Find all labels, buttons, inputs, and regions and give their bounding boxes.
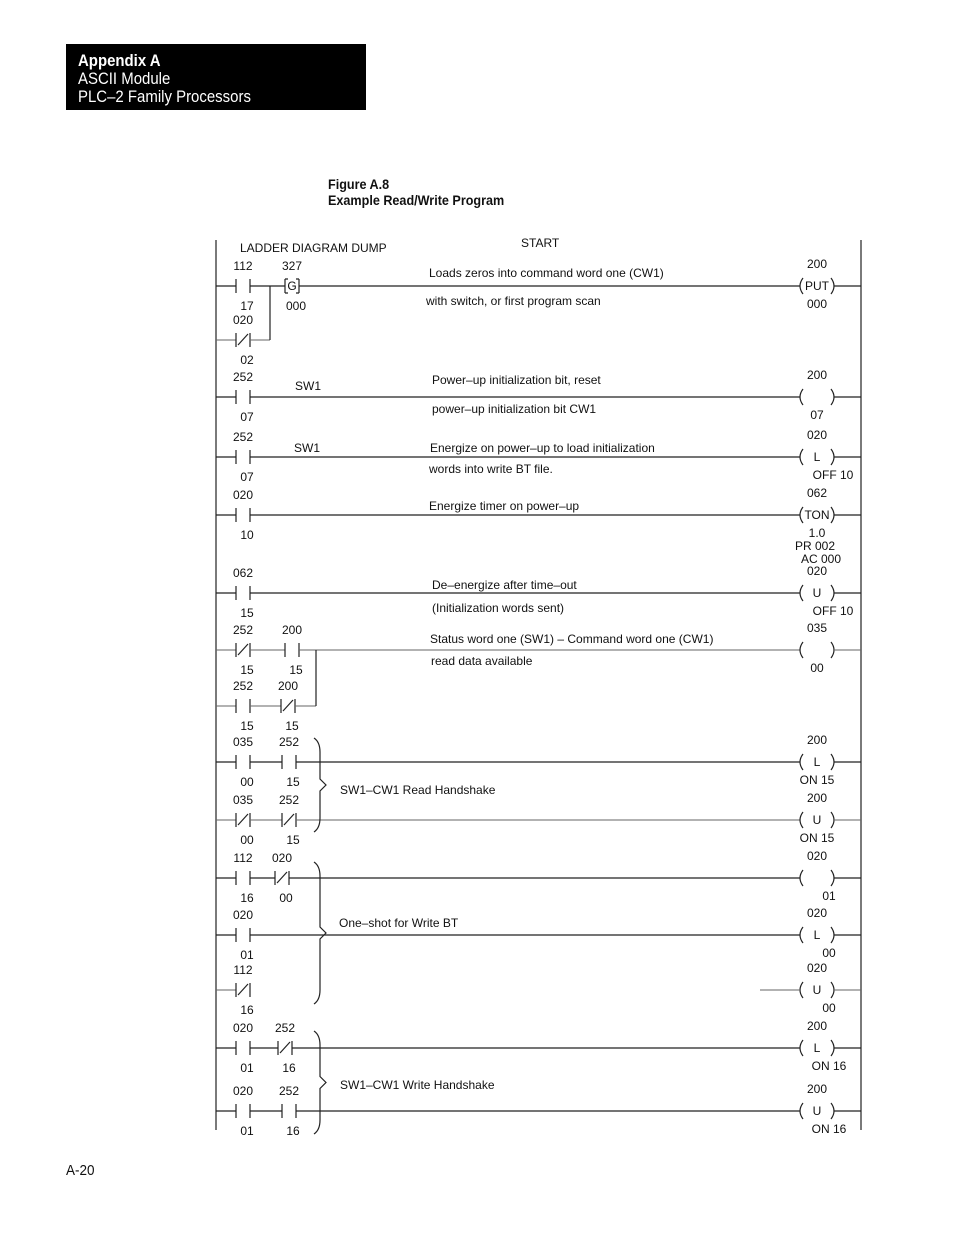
r5-contact-1-slash (238, 644, 248, 655)
r8-contact-4-bit: 16 (286, 1124, 300, 1138)
r4-coil-left-arc (800, 585, 803, 601)
r8-contact-1-bit: 01 (240, 1061, 254, 1075)
r3-preset: PR 002 (794, 539, 836, 553)
r2-comment-2: words into write BT file. (429, 462, 553, 476)
page-number: A-20 (66, 1162, 95, 1179)
r8-coil-latch-address: 200 (806, 1019, 828, 1033)
r8-coil-latch-right-arc (831, 1040, 834, 1056)
r6-contact-4-address: 252 (278, 793, 300, 807)
r7-coil-3-right-arc (831, 982, 834, 998)
r8-coil-unlatch-left-arc (800, 1103, 803, 1119)
r5-contact-1-bit: 15 (240, 663, 254, 677)
r6-contact-2-address: 252 (278, 735, 300, 749)
r4-coil-bit: OFF 10 (812, 604, 854, 618)
r7-coil-1-bit: 01 (822, 889, 836, 903)
r0-get-address: 327 (281, 259, 303, 273)
r5-contact-2-bit: 15 (289, 663, 303, 677)
r8-coil-latch-instruction: L (813, 1041, 821, 1055)
r8-contact-2-address: 252 (274, 1021, 296, 1035)
r8-coil-unlatch-bit: ON 16 (811, 1122, 847, 1136)
r6-contact-2-bit: 15 (286, 775, 300, 789)
r1-coil-right-arc (831, 389, 834, 405)
r2-coil-address: 020 (806, 428, 828, 442)
r1-coil-address: 200 (806, 368, 828, 382)
r7-coil-2-address: 020 (806, 906, 828, 920)
r8-contact-2-slash (280, 1042, 290, 1053)
r4-coil-address: 020 (806, 564, 828, 578)
figure-number: Figure A.8 (328, 176, 390, 192)
r2-contact-address: 252 (232, 430, 254, 444)
r2-coil-bit: OFF 10 (812, 468, 854, 482)
r4-contact-address: 062 (232, 566, 254, 580)
r5-coil-address: 035 (806, 621, 828, 635)
r7-coil-1-address: 020 (806, 849, 828, 863)
r0-put-instruction: PUT (805, 279, 829, 293)
r1-coil-left-arc (800, 389, 803, 405)
r5-branch-contact-1-bit: 15 (240, 719, 254, 733)
r8-coil-latch-bit: ON 16 (811, 1059, 847, 1073)
r2-sw1-label: SW1 (294, 441, 321, 455)
r8-coil-unlatch-right-arc (831, 1103, 834, 1119)
r0-branch-contact-bit: 02 (240, 353, 254, 367)
r7-contact-4-address: 112 (233, 963, 253, 977)
r7-contact-4-slash (238, 984, 248, 995)
r7-contact-2-address: 020 (271, 851, 293, 865)
r2-coil-right-arc (831, 449, 834, 465)
r6-coil-latch-right-arc (831, 754, 834, 770)
r6-contact-3-slash (238, 814, 248, 825)
r3-timer-address: 062 (806, 486, 828, 500)
r6-comment: SW1–CW1 Read Handshake (340, 783, 496, 797)
r6-coil-unlatch-left-arc (800, 812, 803, 828)
r7-coil-2-instruction: L (813, 928, 821, 942)
r6-coil-unlatch-right-arc (831, 812, 834, 828)
r2-contact-bit: 07 (240, 470, 254, 484)
r8-contact-3-bit: 01 (240, 1124, 254, 1138)
figure-title: Example Read/Write Program (328, 192, 505, 208)
r0-comment-2: with switch, or first program scan (426, 294, 601, 308)
r7-contact-2-bit: 00 (279, 891, 293, 905)
r6-coil-latch-bit: ON 15 (799, 773, 835, 787)
r7-coil-3-left-arc (800, 982, 803, 998)
r6-coil-latch-address: 200 (806, 733, 828, 747)
r5-coil-bit: 00 (810, 661, 824, 675)
r8-comment: SW1–CW1 Write Handshake (340, 1078, 495, 1092)
r0-put-address: 200 (806, 257, 828, 271)
r7-coil-2-left-arc (800, 927, 803, 943)
r8-contact-4-address: 252 (278, 1084, 300, 1098)
module-title: ASCII Module (78, 69, 171, 88)
r6-coil-unlatch-bit: ON 15 (799, 831, 835, 845)
r8-contact-3-address: 020 (232, 1084, 254, 1098)
processor-title: PLC–2 Family Processors (78, 87, 251, 106)
dump-label: LADDER DIAGRAM DUMP (240, 241, 387, 255)
r7-coil-3-bit: 00 (822, 1001, 836, 1015)
r1-sw1-label: SW1 (295, 379, 322, 393)
r5-branch-contact-2-address: 200 (277, 679, 299, 693)
appendix-title: Appendix A (78, 51, 161, 70)
r4-contact-bit: 15 (240, 606, 254, 620)
r3-timer-instruction: TON (804, 508, 830, 522)
r0-get-mid: G (287, 279, 297, 293)
r0-put-bit: 000 (806, 297, 828, 311)
r2-coil-left-arc (800, 449, 803, 465)
r1-contact-bit: 07 (240, 410, 254, 424)
r7-brace (314, 862, 326, 1004)
r7-contact-1-bit: 16 (240, 891, 254, 905)
r5-contact-2-address: 200 (281, 623, 303, 637)
r3-contact-address: 020 (232, 488, 254, 502)
r7-coil-2-right-arc (831, 927, 834, 943)
r5-contact-1-address: 252 (232, 623, 254, 637)
r7-contact-3-address: 020 (232, 908, 254, 922)
r0-contact-1-bit: 17 (240, 299, 254, 313)
r0-contact-1-address: 112 (233, 259, 253, 273)
r8-coil-unlatch-instruction: U (812, 1104, 822, 1118)
r7-comment: One–shot for Write BT (339, 916, 459, 930)
r4-coil-instruction: U (812, 586, 822, 600)
r8-coil-latch-left-arc (800, 1040, 803, 1056)
r5-coil-left-arc (800, 642, 803, 658)
r1-comment-1: Power–up initialization bit, reset (432, 373, 601, 387)
r8-brace (314, 1031, 326, 1134)
r7-coil-1-right-arc (831, 870, 834, 886)
r6-contact-4-bit: 15 (286, 833, 300, 847)
r2-comment-1: Energize on power–up to load initialization (430, 441, 655, 455)
r2-coil-instruction: L (813, 450, 821, 464)
r5-branch-contact-2-bit: 15 (285, 719, 299, 733)
r3-timer-left-arc (800, 507, 803, 523)
r1-coil-bit: 07 (810, 408, 824, 422)
r5-branch-contact-2-slash (283, 700, 293, 711)
r5-comment-2: read data available (431, 654, 533, 668)
r6-contact-1-address: 035 (232, 735, 254, 749)
r7-coil-3-address: 020 (806, 961, 828, 975)
r6-contact-1-bit: 00 (240, 775, 254, 789)
r1-contact-address: 252 (232, 370, 254, 384)
r5-coil-right-arc (831, 642, 834, 658)
r6-coil-unlatch-address: 200 (806, 791, 828, 805)
r4-comment-2: (Initialization words sent) (432, 601, 565, 615)
r0-put-right-arc (831, 278, 834, 294)
r6-coil-unlatch-instruction: U (812, 813, 822, 827)
r7-contact-4-bit: 16 (240, 1003, 254, 1017)
r7-contact-1-address: 112 (233, 851, 253, 865)
r0-branch-contact-slash (238, 334, 248, 345)
r6-contact-4-slash (284, 814, 294, 825)
r6-brace (314, 738, 326, 832)
r0-get-bit: 000 (285, 299, 307, 313)
r1-comment-2: power–up initialization bit CW1 (432, 402, 597, 416)
r8-coil-unlatch-address: 200 (806, 1082, 828, 1096)
r3-accum: AC 000 (800, 552, 842, 566)
r3-timer-right-arc (831, 507, 834, 523)
r3-contact-bit: 10 (240, 528, 254, 542)
r7-coil-2-bit: 00 (822, 946, 836, 960)
r4-coil-right-arc (831, 585, 834, 601)
r0-comment-1: Loads zeros into command word one (CW1) (429, 266, 664, 280)
r7-contact-3-bit: 01 (240, 948, 254, 962)
r3-timer-bit: 1.0 (808, 526, 826, 540)
r5-branch-contact-1-address: 252 (232, 679, 254, 693)
r4-comment-1: De–energize after time–out (432, 578, 577, 592)
r5-comment-1: Status word one (SW1) – Command word one (CW1) (430, 632, 714, 646)
r6-coil-latch-left-arc (800, 754, 803, 770)
start-label: START (521, 236, 560, 250)
r8-contact-2-bit: 16 (282, 1061, 296, 1075)
r7-coil-3-instruction: U (812, 983, 822, 997)
r0-put-left-arc (800, 278, 803, 294)
r8-contact-1-address: 020 (232, 1021, 254, 1035)
r7-coil-1-left-arc (800, 870, 803, 886)
r0-branch-contact-address: 020 (232, 313, 254, 327)
r6-contact-3-address: 035 (232, 793, 254, 807)
r7-contact-2-slash (277, 872, 287, 883)
r6-coil-latch-instruction: L (813, 755, 821, 769)
r6-contact-3-bit: 00 (240, 833, 254, 847)
r3-comment: Energize timer on power–up (429, 499, 580, 513)
